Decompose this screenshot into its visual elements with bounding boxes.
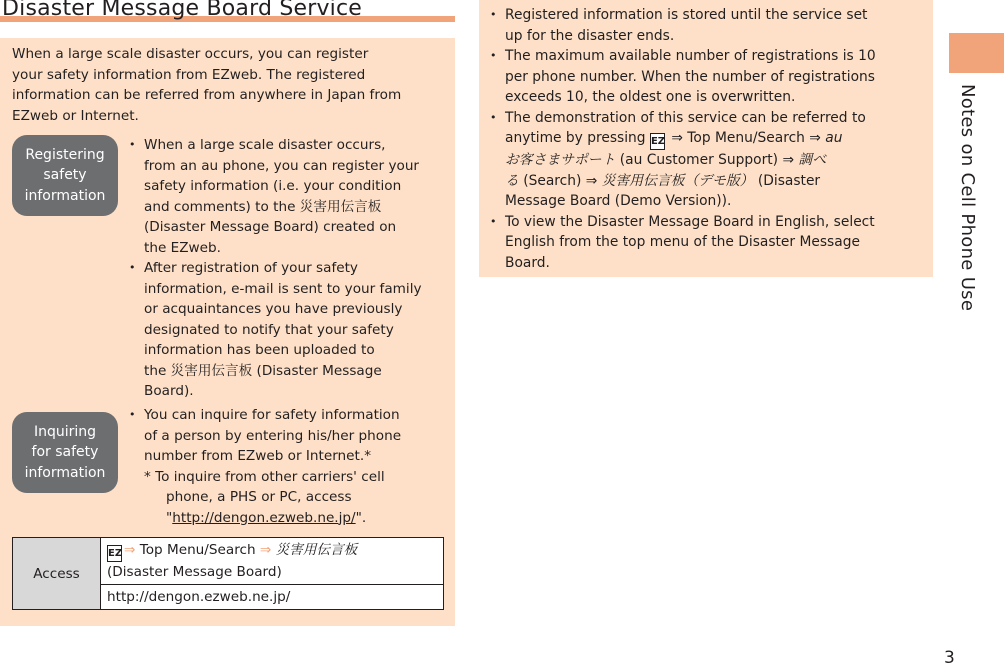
access-table — [12, 537, 444, 610]
intro-paragraph: When a large scale disaster occurs, you can register your safety information from EZweb. The registered information can be referred from anywhere in Japan from EZweb or Internet. — [12, 46, 402, 124]
page-number: 3 — [944, 648, 955, 668]
access-path-cell: EZ ⇒ Top Menu/Search ⇒ 災害用伝言板 (Disaster Message Board) — [101, 538, 444, 585]
registering-safety-label: Registering safety information — [12, 135, 118, 216]
list-item: • The demonstration of this service can be referred to anytime by pressing EZ ⇒ Top Menu/Search ⇒ au お客さまサポート (au Customer Support) ⇒ 調べ る (Search) ⇒ 災害用伝言板（デモ版） (Disaster Message Board (Demo Version)). — [489, 108, 929, 212]
section-tab — [949, 33, 1004, 73]
section-label: Notes on Cell Phone Use — [957, 84, 978, 312]
list-item: • When a large scale disaster occurs, from an au phone, you can register your safety information (i.e. your condition and comments) to the 災害用伝言板 (Disaster Message Board) created on the EZweb. — [128, 135, 438, 258]
list-item: • Registered information is stored until the service set up for the disaster ends. — [489, 5, 929, 46]
registering-bullets — [128, 135, 438, 402]
list-item: • The maximum available number of registrations is 10 per phone number. When the number of registrations exceeds 10, the oldest one is overwritten. — [489, 46, 929, 108]
ez-key-icon: EZ — [650, 133, 665, 150]
right-bullets — [489, 5, 929, 273]
list-item: • After registration of your safety information, e-mail is sent to your family or acquaintances you have previously designated to notify that your safety information has been uploaded to the 災害用伝言板 (Disaster Message Board). — [128, 258, 438, 402]
list-item: • You can inquire for safety information of a person by entering his/her phone number from EZweb or Internet.* * To inquire from other carriers' cell phone, a PHS or PC, access "http://dengon.ezweb.ne.jp/". — [128, 405, 438, 528]
footnote: * To inquire from other carriers' cell phone, a PHS or PC, access "http://dengon.ezweb.ne.jp/". — [144, 468, 385, 526]
access-url-cell: http://dengon.ezweb.ne.jp/ — [101, 585, 444, 610]
inquiring-bullets — [128, 405, 438, 528]
table-row — [13, 538, 444, 585]
list-item: • To view the Disaster Message Board in English, select English from the top menu of the Disaster Message Board. — [489, 212, 929, 274]
inquiring-safety-label: Inquiring for safety information — [12, 412, 118, 493]
access-header: Access — [13, 538, 101, 610]
page-title: Disaster Message Board Service — [2, 0, 363, 21]
ez-key-icon: EZ — [107, 545, 122, 562]
dengon-link[interactable]: http://dengon.ezweb.ne.jp/ — [172, 509, 356, 526]
